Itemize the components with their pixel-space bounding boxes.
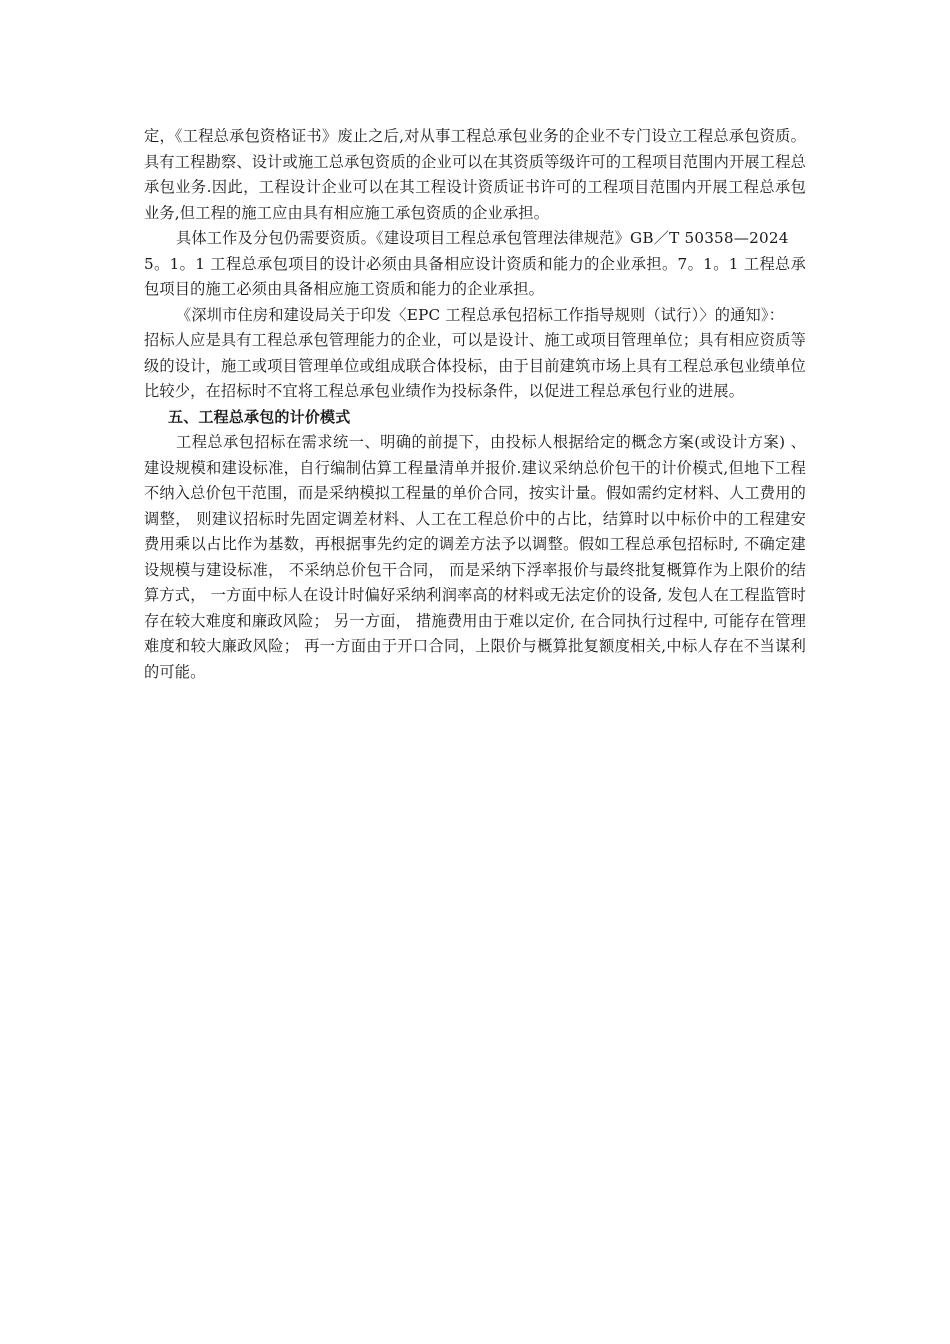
paragraph-qualification-abolished: 定，《工程总承包资格证书》废止之后,对从事工程总承包业务的企业不专门设立工程总承包资质。具有工程勘察、设计或施工总承包资质的企业可以在其资质等级许可的工程项目范围内开展工程总承包业务.因此，工程设计企业可以在其工程设计资质证书许可的工程项目范围内开展工程总承包业务,但工程的施工应由具有相应施工承包资质的企业承担。 bbox=[144, 127, 806, 222]
section-heading-pricing-mode: 五、工程总承包的计价模式 bbox=[168, 407, 351, 426]
paragraph-tenderer-requirements: 招标人应是具有工程总承包管理能力的企业，可以是设计、施工或项目管理单位；具有相应资质等级的设计，施工或项目管理单位或组成联合体投标，由于目前建筑市场上具有工程总承包业绩单位比较少，在招标时不宜将工程总承包业绩作为投标条件，以促进工程总承包行业的进展。 bbox=[144, 331, 806, 400]
paragraph-subcontract-standard: 具体工作及分包仍需要资质。《建设项目工程总承包管理法律规范》GB／T 50358—2024 bbox=[176, 229, 789, 247]
paragraph-pricing-mode: 工程总承包招标在需求统一、明确的前提下，由投标人根据给定的概念方案(或设计方案) 、建设规模和建设标准，自行编制估算工程量清单并报价.建议采纳总价包干的计价模式,但地下工程不纳入总价包干范围，而是采纳模拟工程量的单价合同，按实计量。假如需约定材料、人工费用的调整， 则建议招标时先固定调差材料、人工在工程总价中的占比，结算时以中标价中的工程建安费用乘以占比作为基数，再根据事先约定的调差方法予以调整。假如工程总承包招标时, 不确定建设规模与建设标准， 不采纳总价包干合同， 而是采纳下浮率报价与最终批复概算作为上限价的结算方式， 一方面中标人在设计时偏好采纳利润率高的材料或无法定价的设备, 发包人在工程监管时存在较大难度和廉政风险； 另一方面， 措施费用由于难以定价, 在合同执行过程中, 可能存在管理难度和较大廉政风险； 再一方面由于开口合同，上限价与概算批复额度相关,中标人存在不当谋利的可能。 bbox=[144, 433, 806, 681]
document-body bbox=[144, 124, 806, 685]
paragraph-shenzhen-notice-title: 《深圳市住房和建设局关于印发〈EPC 工程总承包招标工作指导规则（试行）〉的通知》： bbox=[176, 305, 785, 324]
paragraph-standard-clauses: 5。1。1 工程总承包项目的设计必须由具备相应设计资质和能力的企业承担。7。1。1 工程总承包项目的施工必须由具备相应施工资质和能力的企业承担。 bbox=[144, 254, 806, 298]
